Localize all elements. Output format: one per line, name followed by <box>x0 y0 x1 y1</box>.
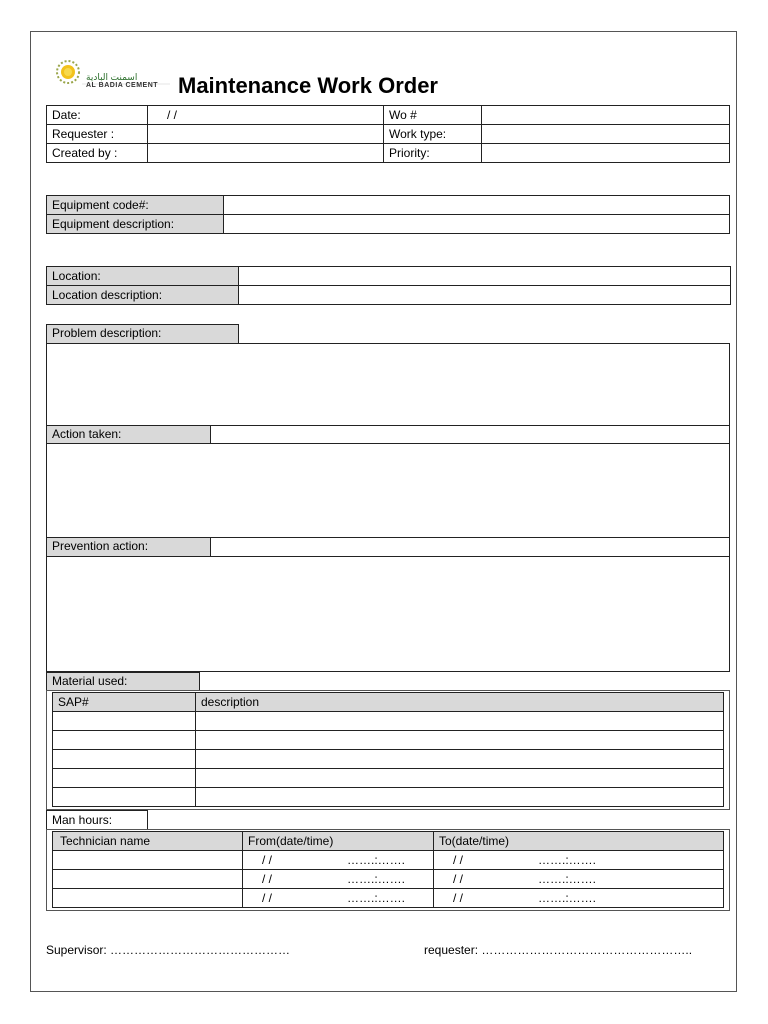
technician-cell[interactable] <box>53 870 243 889</box>
to-time: …….:……. <box>538 871 597 886</box>
date-label: Date: <box>47 106 148 125</box>
sap-cell[interactable] <box>53 750 196 769</box>
table-row <box>53 788 724 807</box>
man-hours-label: Man hours: <box>46 810 148 830</box>
to-date: / / <box>453 890 464 905</box>
from-date: / / <box>262 852 273 867</box>
wo-field[interactable] <box>482 106 730 125</box>
date-value: / / <box>167 107 178 122</box>
to-time: …….:……. <box>538 890 597 905</box>
from-time: …….:……. <box>347 871 406 886</box>
company-logo <box>52 54 172 94</box>
description-cell[interactable] <box>196 731 724 750</box>
logo-english-text: AL BADIA CEMENT <box>86 82 159 89</box>
description-cell[interactable] <box>196 769 724 788</box>
man-hours-col-to: To(date/time) <box>434 832 724 851</box>
equipment-table <box>46 195 730 234</box>
technician-cell[interactable] <box>53 851 243 870</box>
problem-description-area[interactable] <box>46 343 730 426</box>
created-by-label: Created by : <box>47 144 148 163</box>
sap-cell[interactable] <box>53 731 196 750</box>
to-date: / / <box>453 852 464 867</box>
table-row <box>53 769 724 788</box>
table-row <box>53 851 724 870</box>
sap-cell[interactable] <box>53 712 196 731</box>
description-cell[interactable] <box>196 788 724 807</box>
location-description-label: Location description: <box>47 286 239 305</box>
logo-arabic-text: اسمنت البادية <box>86 72 138 82</box>
table-row <box>53 712 724 731</box>
from-time: …….:……. <box>347 890 406 905</box>
man-hours-table <box>52 831 724 908</box>
equipment-code-field[interactable] <box>224 196 730 215</box>
equipment-description-field[interactable] <box>224 215 730 234</box>
table-row <box>53 750 724 769</box>
to-date: / / <box>453 871 464 886</box>
table-row <box>53 731 724 750</box>
from-date: / / <box>262 890 273 905</box>
man-hours-col-technician: Technician name <box>53 832 243 851</box>
from-cell[interactable] <box>243 851 434 870</box>
requester-signature[interactable]: requester: …………………………………………….. <box>424 943 693 957</box>
work-type-field[interactable] <box>482 125 730 144</box>
prevention-action-header-field[interactable] <box>210 537 730 557</box>
to-time: …….:……. <box>538 852 597 867</box>
description-cell[interactable] <box>196 750 724 769</box>
from-cell[interactable] <box>243 889 434 908</box>
action-taken-area[interactable] <box>46 443 730 538</box>
sap-cell[interactable] <box>53 769 196 788</box>
material-table <box>52 692 724 807</box>
page-title: Maintenance Work Order <box>178 73 438 98</box>
to-cell[interactable] <box>434 889 724 908</box>
supervisor-signature[interactable]: Supervisor: ……………………………………… <box>46 943 291 957</box>
technician-cell[interactable] <box>53 889 243 908</box>
created-by-field[interactable] <box>148 144 384 163</box>
from-date: / / <box>262 871 273 886</box>
requester-label: Requester : <box>47 125 148 144</box>
material-used-label: Material used: <box>46 672 200 691</box>
prevention-action-area[interactable] <box>46 556 730 672</box>
table-row <box>53 889 724 908</box>
prevention-action-label: Prevention action: <box>46 537 211 557</box>
from-cell[interactable] <box>243 870 434 889</box>
man-hours-col-from: From(date/time) <box>243 832 434 851</box>
action-taken-label: Action taken: <box>46 425 211 444</box>
problem-description-label: Problem description: <box>46 324 239 344</box>
from-time: …….:……. <box>347 852 406 867</box>
date-field[interactable] <box>148 106 384 125</box>
work-type-label: Work type: <box>384 125 482 144</box>
location-table <box>46 266 731 305</box>
wo-label: Wo # <box>384 106 482 125</box>
description-cell[interactable] <box>196 712 724 731</box>
to-cell[interactable] <box>434 870 724 889</box>
equipment-description-label: Equipment description: <box>47 215 224 234</box>
location-label: Location: <box>47 267 239 286</box>
action-taken-header-field[interactable] <box>210 425 730 444</box>
header-table <box>46 105 730 163</box>
priority-field[interactable] <box>482 144 730 163</box>
location-field[interactable] <box>239 267 731 286</box>
priority-label: Priority: <box>384 144 482 163</box>
requester-field[interactable] <box>148 125 384 144</box>
material-col-description: description <box>196 693 724 712</box>
sap-cell[interactable] <box>53 788 196 807</box>
to-cell[interactable] <box>434 851 724 870</box>
material-col-sap: SAP# <box>53 693 196 712</box>
table-row <box>53 870 724 889</box>
location-description-field[interactable] <box>239 286 731 305</box>
equipment-code-label: Equipment code#: <box>47 196 224 215</box>
